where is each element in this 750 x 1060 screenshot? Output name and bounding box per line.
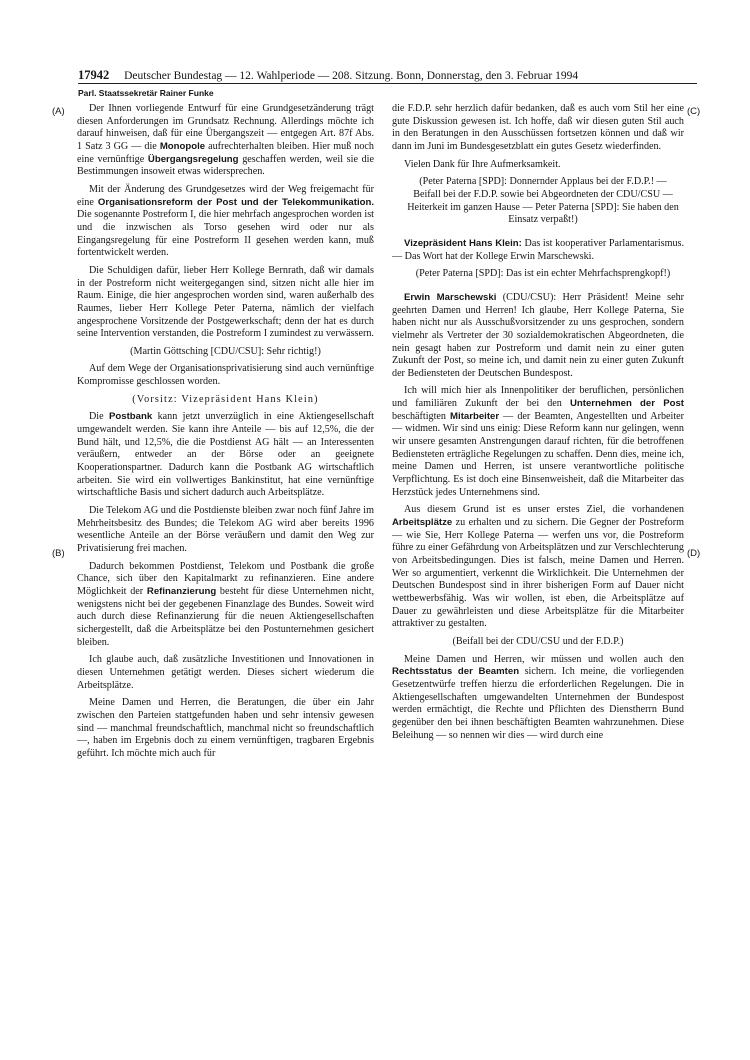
paragraph: Meine Damen und Herren, die Beratungen, die über ein Jahr zwischen den Parteien stattgefunden haben und sehr intensiv gewesen sind — manchmal freundschaftlich, manchmal nicht so freundschaftlich —, haben im Ergebnis doch zu einem vernünftigen, tragbaren Ergebnis geführt. Ich möchte mich auch für	[77, 697, 374, 759]
margin-marker-a: (A)	[52, 106, 65, 117]
paragraph: Vielen Dank für Ihre Aufmerksamkeit.	[404, 158, 561, 170]
paragraph: Mit der Änderung des Grundgesetzes wird der Weg freigemacht für eine Organisationsreform der Post und der Telekommunikation. Die sogenannte Postreform I, die hier mehrfach angesprochen worden ist und die inzwischen als Torso gesehen wird oder nur als Eingangsregelung für eine Postreform II gesehen werden kann, muß fortentwickelt werden.	[77, 183, 374, 259]
paragraph: Die Postbank kann jetzt unverzüglich in eine Aktiengesellschaft umgewandelt werden. Sie kann ihre Anteile — bis auf 12,5%, die der Bund hält, und 12,5%, die die Postdienst AG hält — an Interessenten veräußern, entweder an der Börse oder an geeignete Kooperationspartner. Dadurch kann die Postbank AG wirtschaftlich arbeiten. Sie wird ein vollwertiges Bankinstitut, hat eine vernünftige wirtschaftliche Basis und sichert dadurch auch Arbeitsplätze.	[77, 411, 374, 499]
header-rule	[78, 83, 697, 84]
margin-marker-b: (B)	[52, 548, 65, 559]
interjection: (Peter Paterna [SPD]: Donnernder Applaus bei der F.D.P.! — Beifall bei der F.D.P. sowie bei Abgeordneten der CDU/CSU — Heiterkeit im ganzen Hause — Peter Paterna [SPD]: Sie haben den Einsatz verpaßt!)	[407, 176, 679, 226]
paragraph: Die Schuldigen dafür, lieber Herr Kollege Bernrath, daß wir damals in der Postreform nicht weitergegangen sind, sitzen nicht alle hier im Raum. Einige, die hier angesprochen worden sind, waren außerhalb des Raumes, lieber Herr Kollege Peter Paterna, nämlich der vielfach angesprochene Vorsitzende der Postgewerkschaft; denn der hat es durch seine Intervention verstanden, die Postreform I zumindest zu verwässern.	[77, 264, 374, 340]
paragraph: Dadurch bekommen Postdienst, Telekom und Postbank die große Chance, sich über den Kapitalmarkt zu refinanzieren. Eine andere Möglichkeit der Refinanzierung besteht für diese Unternehmen nicht, wenigstens nicht bei der gegebenen Finanzlage des Bundes. Soweit wird auch durch diese Refinanzierung für die neuen Aktiengesellschaften sichergestellt, daß die Arbeitsplätze bei den Postunternehmen gesichert bleiben.	[77, 560, 375, 648]
interjection: (Beifall bei der CDU/CSU und der F.D.P.)	[452, 635, 624, 647]
paragraph: Der Ihnen vorliegende Entwurf für eine Grundgesetzänderung trägt diesen Anforderungen im Grundsatz Rechnung. Allerdings möchte ich darauf hinweisen, daß für eine Übergangszeit — entgegen Art. 87f Abs. 1 Satz 3 GG — die Monopole aufrechterhalten bleiben. Hier muß noch eine vernünftige Übergangsregelung geschaffen werden, weil sie die Bestimmungen insoweit etwas widersprechen.	[77, 103, 374, 178]
left-column	[77, 103, 374, 766]
paragraph: Erwin Marschewski (CDU/CSU): Herr Präsident! Meine sehr geehrten Damen und Herren! Ich glaube, Herr Kollege Paterna, Sie haben nicht nur als Ausschußvorsitzender zu uns gesprochen, sondern vielmehr als Vertreter der 30 sozialdemokratischen Abgeordneten, die nein gesagt haben zur Postreform und damit nein zu einer guten Zukunft der Post, so meine ich, und damit nein zu einer guten Zukunft der Bediensteten der Deutschen Bundespost.	[392, 291, 685, 379]
paragraph: Meine Damen und Herren, wir müssen und wollen auch den Rechtsstatus der Beamten sichern. Ich meine, die vorliegenden Gesetzentwürfe treffen hierzu die erforderlichen Regelungen. Die in Aktiengesellschaften umgewandelten Unternehmen der Bundespost werden ermächtigt, die Rechte und Pflichten des Dienstherrn Bund gegenüber den bei ihnen beschäftigten Beamten wahrzunehmen. Diese Beleihung — so nennen wir dies — wird durch eine	[392, 653, 684, 741]
margin-marker-c: (C)	[687, 106, 701, 117]
paragraph: Aus diesem Grund ist es unser erstes Ziel, die vorhandenen Arbeitsplätze zu erhalten und zu sichern. Die Gegner der Postreform — wie Sie, Herr Kollege Paterna — werfen uns vor, die Postreform führe zu einer Gefährdung von Arbeitsplätzen und zur Verschlechterung von Arbeitsbedingungen. Dies ist falsch, meine Damen und Herren. Wer so argumentiert, verkennt die Wirklichkeit. Die Unternehmen der Deutschen Bundespost sind in ihrer bisherigen Form auf Dauer nicht wettbewerbsfähig. Was wir wollen, ist eben, die Arbeitsplätze auf Dauer zu gewährleisten und diese Arbeitsplätze für die Mitarbeiter attraktiver zu gestalten.	[392, 504, 684, 630]
paragraph: Auf dem Wege der Organisationsprivatisierung sind auch vernünftige Kompromisse geschlossen worden.	[77, 363, 374, 388]
running-title: Deutscher Bundestag — 12. Wahlperiode — 208. Sitzung. Bonn, Donnerstag, den 3. Februar 1994	[124, 70, 579, 82]
margin-marker-d: (D)	[687, 548, 701, 559]
running-header	[78, 68, 698, 83]
speaker-heading: Parl. Staatssekretär Rainer Funke	[78, 88, 214, 98]
paragraph: Die Telekom AG und die Postdienste bleiben zwar noch fünf Jahre im Mehrheitsbesitz des Bundes; die Telekom AG wird aber bereits 1996 wesentliche Anteile an der Börse veräußern und damit den Weg zur Privatisierung frei machen.	[77, 505, 374, 554]
speaker-name: Vizepräsident Hans Klein:	[404, 237, 522, 249]
chair-note: (Vorsitz: Vizepräsident Hans Klein)	[132, 393, 319, 405]
paragraph: Vizepräsident Hans Klein: Das ist kooperativer Parlamentarismus. — Das Wort hat der Kollege Erwin Marschewski.	[392, 237, 684, 262]
interjection: (Peter Paterna [SPD]: Das ist ein echter Mehrfachsprengkopf!)	[415, 268, 671, 280]
paragraph: Ich will mich hier als Innenpolitiker der beruflichen, persönlichen und familiären Zukunft der bei den Unternehmen der Post beschäftigten Mitarbeiter — der Beamten, Angestellten und Arbeiter — widmen. Wir sind uns einig: Diese Reform kann nur gelingen, wenn wir unsere gesamten Anstrengungen darauf richten, für die betroffenen Bediensteten erträgliche Regelungen zu schaffen. Denn dies, meine ich, meine Damen und Herren, ist unsere verantwortliche politische Verpflichtung. Es ist doch eine Binsenweisheit, daß die Mitarbeiter das Herzstück jedes Unternehmens sind.	[392, 385, 685, 498]
paragraph: Ich glaube auch, daß zusätzliche Investitionen und Innovationen in diesen Unternehmen getätigt werden. Dieses sichert wiederum die Arbeitsplätze.	[77, 654, 374, 691]
page-number: 17942	[78, 68, 110, 82]
interjection: (Martin Göttsching [CDU/CSU]: Sehr richtig!)	[130, 345, 321, 357]
right-column	[392, 103, 684, 747]
speaker-name: Erwin Marschewski	[404, 291, 497, 303]
paragraph: die F.D.P. sehr herzlich dafür bedanken, daß es auch vom Stil her eine gute Diskussion gewesen ist. Ich hoffe, daß wir diesen guten Stil auch in den Beratungen in den Ausschüssen fortsetzen können und daß wir dann im Juni im Bundesgesetzblatt ein gutes Gesetz wiederfinden.	[392, 103, 684, 152]
